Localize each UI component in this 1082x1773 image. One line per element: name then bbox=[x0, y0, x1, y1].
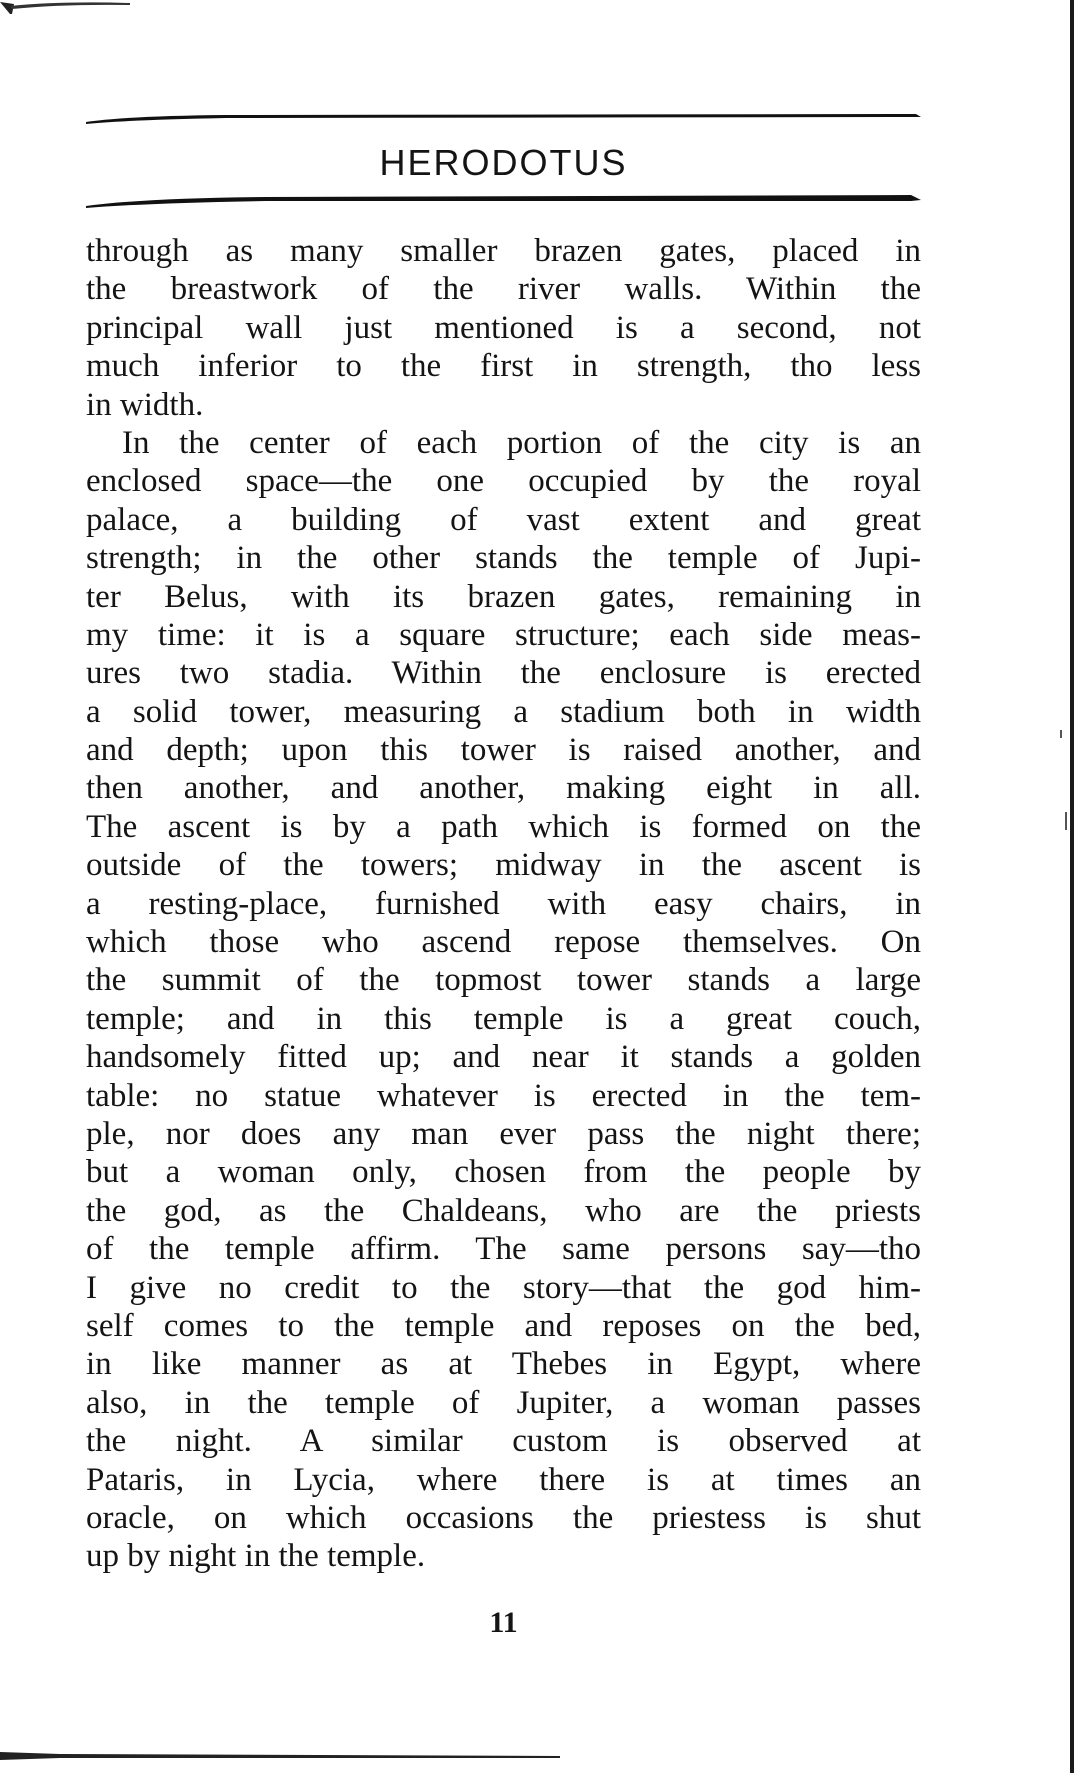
text-line: Pataris, in Lycia, where there is at times an bbox=[86, 1461, 921, 1498]
text-line: then another, and another, making eight in all. bbox=[86, 770, 921, 807]
text-line: my time: it is a square structure; each side meas- bbox=[86, 616, 921, 653]
text-line: The ascent is by a path which is formed on the bbox=[86, 808, 921, 845]
text-line: I give no credit to the story—that the god him- bbox=[86, 1269, 921, 1306]
text-line: ures two stadia. Within the enclosure is erected bbox=[86, 655, 921, 692]
text-line: palace, a building of vast extent and great bbox=[86, 501, 921, 538]
text-line: much inferior to the first in strength, tho less bbox=[86, 348, 921, 385]
text-line: handsomely fitted up; and near it stands a golden bbox=[86, 1039, 921, 1076]
text-line: of the temple affirm. The same persons say—tho bbox=[86, 1231, 921, 1268]
text-line: through as many smaller brazen gates, placed in bbox=[86, 233, 921, 269]
text-line: enclosed space—the one occupied by the royal bbox=[86, 463, 921, 500]
header-rule-top bbox=[86, 112, 921, 126]
text-line: the night. A similar custom is observed at bbox=[86, 1423, 921, 1460]
text-line: outside of the towers; midway in the ascent is bbox=[86, 847, 921, 884]
scan-smudge-bottom bbox=[0, 1748, 560, 1762]
text-line: a resting-place, furnished with easy chairs, in bbox=[86, 885, 921, 922]
text-line: the breastwork of the river walls. Within the bbox=[86, 271, 921, 308]
text-line: oracle, on which occasions the priestess is shut bbox=[86, 1499, 921, 1536]
text-line: self comes to the temple and reposes on the bed, bbox=[86, 1307, 921, 1344]
text-line: in width. bbox=[86, 386, 204, 423]
page-number: 11 bbox=[489, 1606, 518, 1639]
text-line: but a woman only, chosen from the people by bbox=[86, 1154, 921, 1191]
page-binding-edge bbox=[1070, 0, 1074, 1773]
text-line: ple, nor does any man ever pass the night there; bbox=[86, 1115, 921, 1152]
running-head: HERODOTUS bbox=[379, 142, 628, 183]
text-line: In the center of each portion of the city is an bbox=[122, 424, 921, 461]
book-page bbox=[86, 0, 921, 1773]
text-line: a solid tower, measuring a stadium both in width bbox=[86, 693, 921, 730]
text-line: temple; and in this temple is a great couch, bbox=[86, 1000, 921, 1037]
text-line: principal wall just mentioned is a second, not bbox=[86, 309, 921, 346]
text-line: the summit of the topmost tower stands a large bbox=[86, 962, 921, 999]
paragraph bbox=[86, 232, 921, 424]
text-line: strength; in the other stands the temple of Jupi- bbox=[86, 540, 921, 577]
paragraph bbox=[86, 424, 921, 1576]
text-line: also, in the temple of Jupiter, a woman passes bbox=[86, 1384, 921, 1421]
text-line: in like manner as at Thebes in Egypt, where bbox=[86, 1346, 921, 1383]
text-line: the god, as the Chaldeans, who are the priests bbox=[86, 1192, 921, 1229]
text-line: up by night in the temple. bbox=[86, 1538, 426, 1575]
text-line: ter Belus, with its brazen gates, remaining in bbox=[86, 578, 921, 615]
header-rule-bottom bbox=[86, 192, 921, 210]
body-text bbox=[86, 232, 921, 1576]
text-line: which those who ascend repose themselves. On bbox=[86, 924, 921, 961]
stray-scan-mark bbox=[1060, 730, 1062, 738]
text-line: and depth; upon this tower is raised another, and bbox=[86, 732, 921, 769]
text-line: table: no statue whatever is erected in the tem- bbox=[86, 1077, 921, 1114]
stray-scan-mark bbox=[1065, 812, 1067, 830]
